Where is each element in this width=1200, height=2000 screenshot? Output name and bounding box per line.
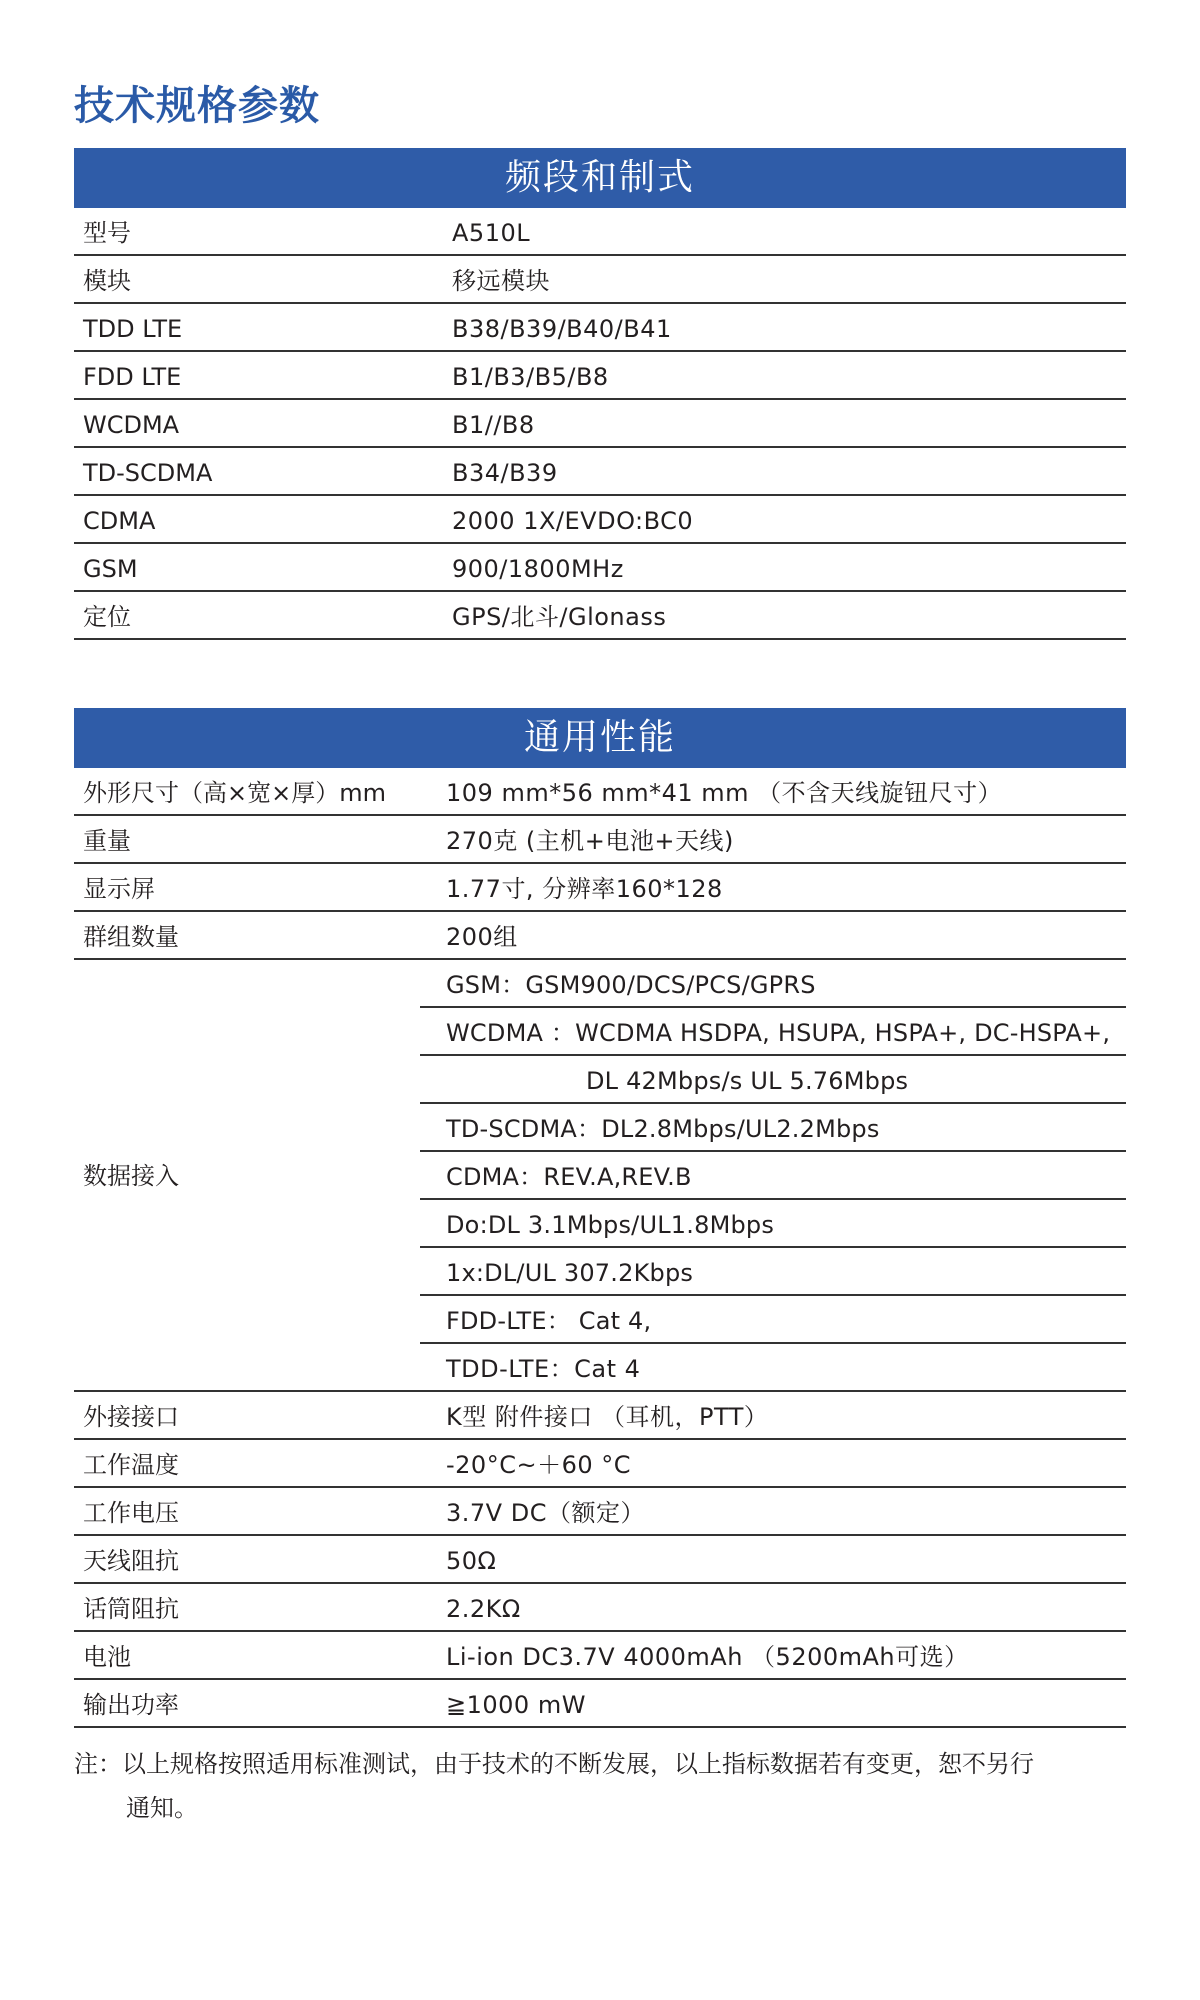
data-access-value: WCDMA ：WCDMA HSDPA, HSUPA, HSPA+, DC-HSPA+, (446, 1019, 1111, 1047)
spec-row-battery (74, 1632, 1126, 1680)
spec-row-cdma (74, 496, 1126, 544)
spec-label: FDD LTE (83, 363, 182, 391)
spec-row-antenna-impedance (74, 1536, 1126, 1584)
spec-value: -20°C~＋60 °C (446, 1451, 631, 1479)
spec-label: CDMA (83, 507, 156, 535)
spec-value: K型 附件接口 （耳机，PTT） (446, 1403, 769, 1431)
spec-value: 移远模块 (452, 267, 550, 295)
footnote-line: 通知。 (126, 1794, 198, 1822)
spec-value: 1.77寸, 分辨率160*128 (446, 875, 723, 903)
spec-row-gsm (74, 544, 1126, 592)
spec-label: GSM (83, 555, 138, 583)
spec-row-weight (74, 816, 1126, 864)
spec-row-display (74, 864, 1126, 912)
spec-label: 话筒阻抗 (83, 1595, 179, 1623)
spec-value: 200组 (446, 923, 518, 951)
data-access-value: TDD-LTE：Cat 4 (446, 1355, 641, 1383)
spec-row-dimensions (74, 768, 1126, 816)
spec-row-output-power (74, 1680, 1126, 1728)
spec-label: 外形尺寸（高×宽×厚）mm (83, 779, 386, 807)
spec-label: TDD LTE (83, 315, 183, 343)
data-access-item (420, 1296, 1126, 1344)
spec-label: TD-SCDMA (83, 459, 213, 487)
spec-row-external-port (74, 1392, 1126, 1440)
spec-row-operating-temp (74, 1440, 1126, 1488)
data-access-label: 数据接入 (83, 1162, 179, 1190)
data-access-value: CDMA：REV.A,REV.B (446, 1163, 692, 1191)
spec-value: ≧1000 mW (446, 1691, 586, 1719)
spec-label: 外接接口 (83, 1403, 179, 1431)
spec-label: 模块 (83, 267, 131, 295)
data-access-value: TD-SCDMA：DL2.8Mbps/UL2.2Mbps (446, 1115, 880, 1143)
spec-row-td-scdma (74, 448, 1126, 496)
spec-row-operating-voltage (74, 1488, 1126, 1536)
data-access-item (420, 1200, 1126, 1248)
spec-label: 型号 (83, 219, 131, 247)
spec-row-group-count (74, 912, 1126, 960)
spec-value: 270克 (主机+电池+天线) (446, 827, 734, 855)
data-access-value: GSM：GSM900/DCS/PCS/GPRS (446, 971, 816, 999)
spec-label: 天线阻抗 (83, 1547, 179, 1575)
data-access-item (420, 960, 1126, 1008)
spec-row-positioning (74, 592, 1126, 640)
data-access-value: 1x:DL/UL 307.2Kbps (446, 1259, 694, 1287)
data-access-value: Do:DL 3.1Mbps/UL1.8Mbps (446, 1211, 775, 1239)
spec-row-model (74, 208, 1126, 256)
spec-value: 900/1800MHz (452, 555, 624, 583)
data-access-item (420, 1152, 1126, 1200)
spec-label: 工作电压 (83, 1499, 179, 1527)
spec-value: B1/B3/B5/B8 (452, 363, 609, 391)
data-access-value: DL 42Mbps/s UL 5.76Mbps (586, 1067, 909, 1095)
spec-value: Li-ion DC3.7V 4000mAh （5200mAh可选） (446, 1643, 969, 1671)
spec-label: 定位 (83, 603, 131, 631)
spec-label: WCDMA (83, 411, 180, 439)
spec-value: B1//B8 (452, 411, 535, 439)
data-access-value: FDD-LTE： Cat 4, (446, 1307, 652, 1335)
spec-row-wcdma (74, 400, 1126, 448)
data-access-item-last (74, 1344, 1126, 1392)
section-header-bands: 频段和制式 (74, 148, 1126, 208)
spec-value: 2.2KΩ (446, 1595, 521, 1623)
spec-row-tdd-lte (74, 304, 1126, 352)
spec-value: B34/B39 (452, 459, 558, 487)
data-access-item (420, 1056, 1126, 1104)
data-access-item (420, 1008, 1126, 1056)
page-title: 技术规格参数 (74, 83, 320, 129)
footnote (74, 1742, 1126, 1830)
spec-value: B38/B39/B40/B41 (452, 315, 672, 343)
spec-value: 50Ω (446, 1547, 497, 1575)
data-access-item (420, 1104, 1126, 1152)
spec-label: 显示屏 (83, 875, 155, 903)
spec-row-mic-impedance (74, 1584, 1126, 1632)
spec-value: GPS/北斗/Glonass (452, 603, 667, 631)
section-header-general: 通用性能 (74, 708, 1126, 768)
spec-label: 输出功率 (83, 1691, 179, 1719)
footnote-line: 注：以上规格按照适用标准测试，由于技术的不断发展，以上指标数据若有变更，恕不另行 (74, 1750, 1034, 1778)
spec-label: 重量 (83, 827, 131, 855)
spec-label: 群组数量 (83, 923, 179, 951)
spec-value: 109 mm*56 mm*41 mm （不含天线旋钮尺寸） (446, 779, 1003, 807)
spec-row-module (74, 256, 1126, 304)
spec-label: 工作温度 (83, 1451, 179, 1479)
spec-label: 电池 (83, 1643, 131, 1671)
data-access-item (420, 1248, 1126, 1296)
spec-value: 3.7V DC（额定） (446, 1499, 645, 1527)
spec-row-fdd-lte (74, 352, 1126, 400)
spec-value: A510L (452, 219, 531, 247)
spec-value: 2000 1X/EVDO:BC0 (452, 507, 694, 535)
